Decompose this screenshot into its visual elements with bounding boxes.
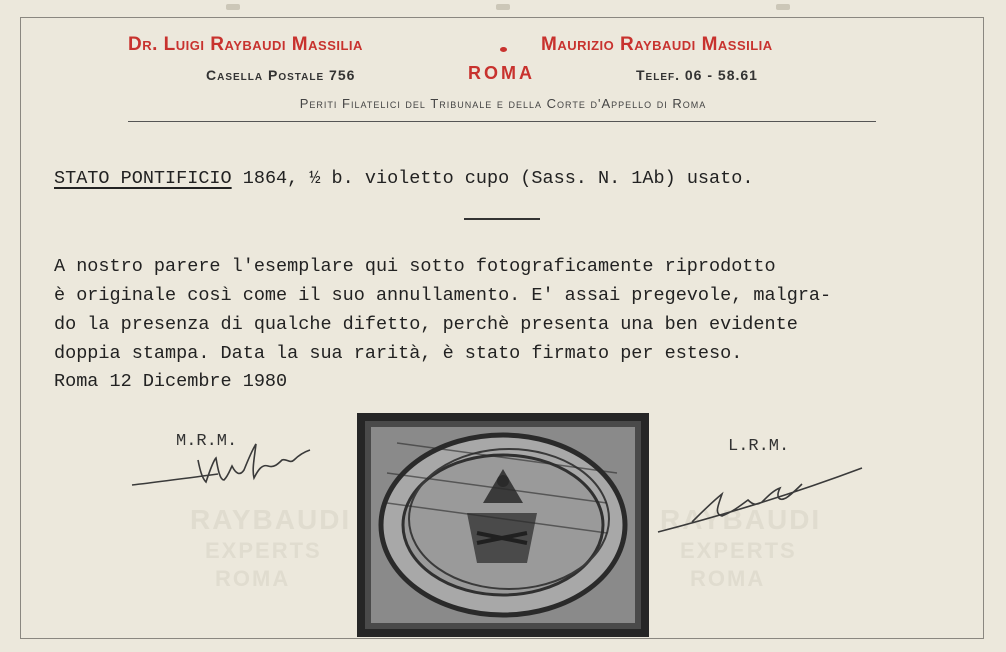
expert-name-right: Maurizio Raybaudi Massilia [541, 34, 773, 55]
watermark-left-line2: EXPERTS [205, 538, 322, 563]
right-signature-icon [652, 462, 872, 542]
body-line-4: doppia stampa. Data la sua rarità, è stato firmato per esteso. [54, 343, 743, 364]
po-box: Casella Postale 756 [206, 67, 356, 83]
watermark-right-line2: EXPERTS [680, 538, 797, 563]
watermark-left-line1: RAYBAUDI [190, 504, 352, 535]
expert-name-left: Dr. Luigi Raybaudi Massilia [128, 34, 363, 55]
certificate-title [54, 168, 753, 189]
punch-hole [226, 4, 240, 10]
left-initials: M.R.M. [176, 432, 238, 451]
stamp-photo [357, 413, 649, 637]
separator-dot [500, 47, 507, 52]
body-line-3: do la presenza di qualche difetto, perchè presenta una ben evidente [54, 314, 798, 335]
city-name: ROMA [468, 63, 535, 83]
watermark-left-line3: ROMA [215, 566, 291, 591]
title-divider [464, 218, 540, 220]
certificate-date: Roma 12 Dicembre 1980 [54, 371, 288, 392]
left-signature-icon [128, 430, 318, 500]
punch-hole [776, 4, 790, 10]
watermark-right-line1: RAYBAUDI [660, 504, 822, 535]
watermark-right-line3: ROMA [690, 566, 766, 591]
title-country: STATO PONTIFICIO [54, 168, 232, 189]
header-subtitle: Periti Filatelici del Tribunale e della Corte d'Appello di Roma [299, 96, 707, 111]
body-line-1: A nostro parere l'esemplare qui sotto fotograficamente riprodotto [54, 256, 776, 277]
stamp-image-icon [357, 413, 649, 637]
phone-number: Telef. 06 - 58.61 [636, 67, 758, 83]
header-rule [128, 121, 876, 122]
punch-hole [496, 4, 510, 10]
right-initials: L.R.M. [728, 437, 790, 456]
title-description: 1864, ½ b. violetto cupo (Sass. N. 1Ab) usato. [231, 168, 754, 189]
body-line-2: è originale così come il suo annullamento. E' assai pregevole, malgra- [54, 285, 832, 306]
